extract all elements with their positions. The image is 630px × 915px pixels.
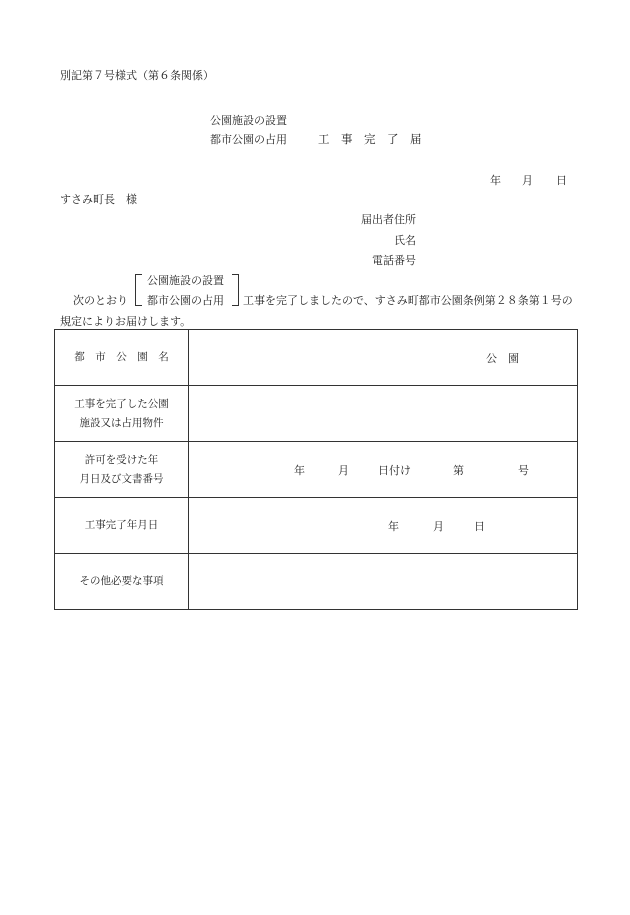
permit-info-label-line1: 許可を受けた年	[84, 453, 159, 466]
left-bracket	[135, 274, 142, 306]
title-option-occupancy: 都市公園の占用	[210, 133, 287, 146]
applicant-name-label: 氏名	[394, 234, 416, 247]
permit-month: 月	[338, 464, 349, 477]
completed-facility-field[interactable]	[189, 386, 578, 442]
date-year: 年	[490, 174, 501, 187]
body-option-occupancy: 都市公園の占用	[147, 294, 224, 307]
date-month: 月	[522, 174, 533, 187]
recipient: すさみ町長 様	[60, 193, 137, 206]
right-bracket	[232, 274, 239, 306]
permit-date-suffix: 日付け	[378, 464, 411, 477]
completion-day: 日	[474, 520, 485, 533]
park-name-label: 都 市 公 園 名	[55, 330, 189, 386]
completed-facility-label-line2: 施設又は占用物件	[79, 416, 164, 429]
permit-info-label-line2: 月日及び文書番号	[79, 472, 164, 485]
permit-number-suffix: 号	[518, 464, 529, 477]
title-option-installation: 公園施設の設置	[210, 114, 287, 127]
other-matters-label: その他必要な事項	[55, 554, 189, 610]
permit-number-prefix: 第	[453, 464, 464, 477]
body-option-installation: 公園施設の設置	[147, 274, 224, 287]
applicant-phone-label: 電話番号	[372, 254, 416, 267]
completed-facility-label-line1: 工事を完了した公園	[74, 397, 169, 410]
park-suffix: 公 園	[486, 352, 519, 365]
form-number: 別記第７号様式（第６条関係）	[60, 69, 214, 82]
table-row	[55, 330, 578, 386]
table-row	[55, 386, 578, 442]
body-text-line2: 規定によりお届けします。	[60, 315, 192, 328]
park-name-field[interactable]	[189, 330, 578, 386]
completion-form-table	[54, 329, 578, 610]
other-matters-field[interactable]	[189, 554, 578, 610]
completion-date-label: 工事完了年月日	[55, 498, 189, 554]
table-row	[55, 442, 578, 498]
permit-year: 年	[294, 464, 305, 477]
applicant-address-label: 届出者住所	[361, 213, 416, 226]
table-row	[55, 498, 578, 554]
page-title: 工 事 完 了 届	[318, 132, 422, 146]
body-prefix: 次のとおり	[73, 294, 128, 307]
permit-info-field[interactable]	[189, 442, 578, 498]
body-text-line1: 工事を完了しましたので、すさみ町都市公園条例第２８条第１号の	[243, 294, 573, 307]
completed-facility-label	[55, 386, 189, 442]
completion-date-field[interactable]	[189, 498, 578, 554]
table-row	[55, 554, 578, 610]
permit-info-label	[55, 442, 189, 498]
completion-year: 年	[388, 520, 399, 533]
date-day: 日	[556, 174, 567, 187]
completion-month: 月	[433, 520, 444, 533]
